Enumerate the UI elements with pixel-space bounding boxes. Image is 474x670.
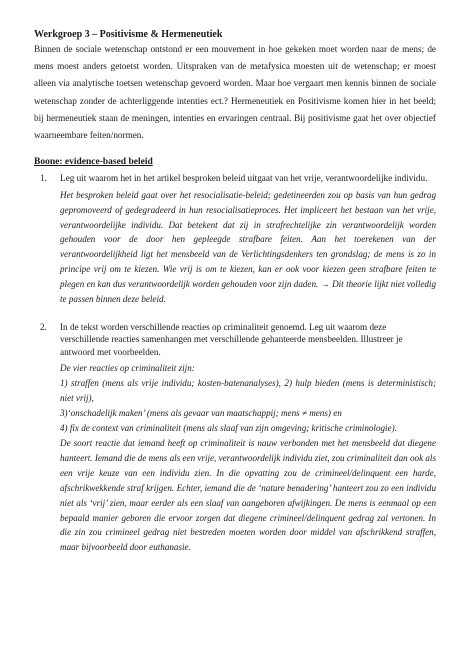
question-number: 1.	[40, 173, 47, 184]
question-item	[34, 172, 436, 307]
question-text: Leg uit waarom het in het artikel besproken beleid uitgaat van het vrije, verantwoordelijke individu.	[60, 173, 428, 184]
answer-block	[60, 188, 436, 307]
answer-paragraph: De vier reacties op criminaliteit zijn:	[60, 363, 195, 374]
document-title: Werkgroep 3 – Positivisme & Hermeneutiek	[34, 29, 223, 40]
question-text: In de tekst worden verschillende reacties op criminaliteit genoemd. Leg uit waarom deze verschillende reacties samenhangen met verschillende gehanteerde mensbeelden. Illustreer je antwoord met voorbeelden.	[60, 321, 403, 357]
answer-paragraph: 1) straffen (mens als vrije individu; kosten-batenanalyses), 2) hulp bieden (mens is deterministisch; niet vrij),	[60, 378, 436, 404]
answer-paragraph: Het besproken beleid gaat over het resocialisatie-beleid; gedetineerden zou op basis van hun gedrag gepromoveerd of gedegradeerd in hun resocialisatieproces. Het impliceert het bestaan van het vrije, verantwoordelijke individu. Dat betekent dat zij in strafrechtelijke zin verantwoordelijk worden gehouden voor de door hen gepleegde strafbare feiten. Aan het toerekenen van der verantwoordelijkheid ligt het mensbeeld van de Verlichtingsdenkers ten grondslag; de mens is zo in principe vrij om te kiezen. Wie vrij is om te kiezen, kan er ook voor kiezen geen strafbare feiten te plegen en kan dus verantwoordelijk worden gehouden voor zijn daden. → Dit theorie lijkt niet volledig te passen binnen deze beleid.	[60, 189, 436, 305]
document-page	[34, 28, 436, 555]
answer-paragraph: De soort reactie dat iemand heeft op criminaliteit is nauw verbonden met het mensbeeld dat diegene hanteert. Iemand die de mens als een vrije, verantwoordelijk individu ziet, zou criminaliteit dan ook als een vrije keuze van een individu zien. In die opvatting zou de crimineel/delinquent een harde, afschrikwekkende straf krijgen. Echter, iemand die de ‘nature benadering’ hanteert zou zo een individu niet als ‘vrij’ zien, maar eerder als een slaaf van aangeboren afwijkingen. De mens is eenmaal op een bepaald manier geboren die ervoor zorgen dat diegene crimineel/delinquent gedrag zal vertonen. In die zin zou crimineel gedrag niet bestreden moeten worden door middel van afschrikkend straffen, maar bijvoorbeeld door euthanasie.	[60, 438, 436, 553]
answer-paragraph: 3)‘onschadelijk maken’ (mens als gevaar van maatschappij; mens ≠ mens) en	[60, 408, 342, 419]
question-number: 2.	[40, 321, 47, 332]
question-item	[34, 321, 436, 555]
intro-paragraph: Binnen de sociale wetenschap ontstond er een mouvement in hoe gekeken moet worden naar de mens; de mens moest anders getoetst worden. Uitspraken van de metafysica moesten uit de wetenschap; er moest alleen via analytische toetsen wetenschap gevoerd worden. Maar hoe vergaart men kennis binnen de sociale wetenschap zonder de achterliggende intenties ect.? Hermeneutiek en Positivisme komen hier in het beeld; bij hermeneutiek staan de meningen, intenties en ervaringen centraal. Bij positivisme gaat het over objectief waarneembare feiten/normen.	[34, 44, 436, 141]
answer-block	[60, 361, 436, 555]
answer-paragraph: 4) fix de context van criminaliteit (mens als slaaf van zijn omgeving; kritische criminologie).	[60, 423, 397, 434]
section-heading: Boone: evidence-based beleid	[34, 157, 153, 168]
